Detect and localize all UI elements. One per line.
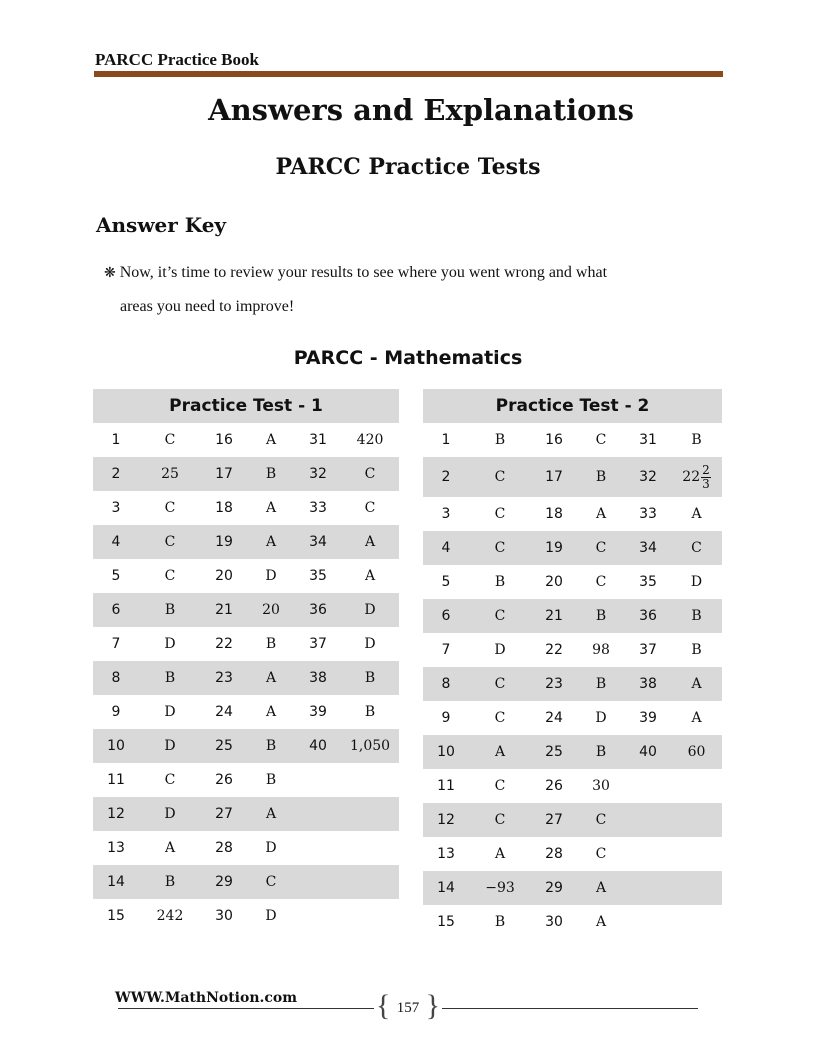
answer-cell: C <box>164 772 176 788</box>
question-number-cell: 4 <box>423 531 469 565</box>
answer-cell <box>671 837 722 871</box>
right-brace-icon: } <box>425 989 440 1022</box>
answer-cell <box>671 769 722 803</box>
question-number-cell: 1 <box>111 432 121 448</box>
answer-cell <box>341 831 399 865</box>
question-number-cell: 1 <box>441 432 451 448</box>
question-number-cell: 24 <box>215 704 233 720</box>
question-number-cell: 35 <box>639 574 657 590</box>
question-number-cell: 19 <box>201 525 247 559</box>
table-row <box>423 735 722 769</box>
answer-cell <box>341 797 399 831</box>
question-number-cell <box>295 899 341 933</box>
answer-cell: −93 <box>469 871 531 905</box>
answer-cell: B <box>139 593 201 627</box>
table-row <box>93 423 399 457</box>
question-number-cell: 31 <box>309 432 327 448</box>
footer-website: WWW.MathNotion.com <box>115 990 298 1006</box>
question-number-cell: 9 <box>111 704 121 720</box>
answer-cell: B <box>577 735 625 769</box>
answer-cell: C <box>469 667 531 701</box>
answer-cell: 25 <box>139 457 201 491</box>
question-number-cell <box>625 905 671 939</box>
question-number-cell: 36 <box>295 593 341 627</box>
question-number-cell: 14 <box>93 865 139 899</box>
answer-cell: D <box>139 729 201 763</box>
answer-cell: C <box>595 574 607 590</box>
question-number-cell: 40 <box>625 735 671 769</box>
answer-cell: B <box>577 667 625 701</box>
answer-cell: A <box>595 506 607 522</box>
question-number-cell: 16 <box>215 432 233 448</box>
answer-cell: C <box>164 432 176 448</box>
answer-cell: D <box>139 797 201 831</box>
answer-cell: D <box>364 636 376 652</box>
answer-cell: A <box>595 914 607 930</box>
question-number-cell: 2 <box>93 457 139 491</box>
question-number-cell: 22 <box>545 642 563 658</box>
answer-cell: A <box>341 525 399 559</box>
answer-cell: A <box>364 568 376 584</box>
question-number-cell: 18 <box>545 506 563 522</box>
page-title: Answers and Explanations <box>208 93 634 127</box>
answer-cell: B <box>577 599 625 633</box>
question-number-cell: 34 <box>295 525 341 559</box>
question-number-cell: 30 <box>545 914 563 930</box>
table-row <box>423 701 722 735</box>
answer-cell: A <box>691 506 702 522</box>
table-row <box>93 729 399 763</box>
question-number-cell: 8 <box>93 661 139 695</box>
table-row <box>423 497 722 531</box>
footer-rule-left <box>118 1008 374 1009</box>
table-row <box>93 831 399 865</box>
question-number-cell: 20 <box>545 574 563 590</box>
asterisk-bullet-icon: ❋ <box>104 266 116 281</box>
answer-cell: A <box>247 797 295 831</box>
question-number-cell: 39 <box>639 710 657 726</box>
intro-line-1: Now, it’s time to review your results to see where you went wrong and what <box>119 264 608 281</box>
answer-cell: C <box>577 531 625 565</box>
answer-cell: C <box>364 500 376 516</box>
table-row <box>93 457 399 491</box>
answer-cell: A <box>671 667 722 701</box>
question-number-cell: 3 <box>441 506 451 522</box>
question-number-cell: 3 <box>111 500 121 516</box>
table-row <box>423 457 722 497</box>
question-number-cell: 36 <box>625 599 671 633</box>
question-number-cell: 28 <box>545 846 563 862</box>
table-heading: Practice Test - 2 <box>423 389 722 423</box>
question-number-cell: 11 <box>107 772 125 788</box>
question-number-cell: 13 <box>437 846 455 862</box>
answer-cell: B <box>139 661 201 695</box>
table-row <box>93 593 399 627</box>
question-number-cell: 2 <box>423 457 469 497</box>
page-number-badge <box>376 989 440 1022</box>
answer-cell: A <box>469 735 531 769</box>
table-row <box>93 695 399 729</box>
answer-cell: B <box>364 704 376 720</box>
question-number-cell: 10 <box>423 735 469 769</box>
answer-cell: B <box>577 457 625 497</box>
table-row <box>423 531 722 565</box>
answer-cell: A <box>247 661 295 695</box>
question-number-cell: 23 <box>201 661 247 695</box>
question-number-cell: 37 <box>309 636 327 652</box>
table-row <box>93 797 399 831</box>
table-row <box>93 627 399 661</box>
question-number-cell: 5 <box>441 574 451 590</box>
question-number-cell: 21 <box>531 599 577 633</box>
question-number-cell: 17 <box>201 457 247 491</box>
answer-cell: B <box>671 599 722 633</box>
question-number-cell: 7 <box>111 636 121 652</box>
answer-cell: B <box>265 636 277 652</box>
answer-cell: D <box>265 908 277 924</box>
question-number-cell <box>295 865 341 899</box>
answer-cell: B <box>494 574 506 590</box>
table-row <box>423 905 722 939</box>
question-number-cell <box>625 769 671 803</box>
question-number-cell: 32 <box>295 457 341 491</box>
intro-line-2: areas you need to improve! <box>120 298 295 315</box>
answer-cell: B <box>265 772 277 788</box>
answer-cell: D <box>690 574 703 590</box>
table-row <box>93 491 399 525</box>
question-number-cell <box>625 837 671 871</box>
question-number-cell: 40 <box>295 729 341 763</box>
question-number-cell: 25 <box>201 729 247 763</box>
answer-cell: B <box>139 865 201 899</box>
table-row <box>423 423 722 457</box>
question-number-cell: 23 <box>531 667 577 701</box>
answer-cell: C <box>595 432 607 448</box>
answer-cell <box>671 871 722 905</box>
table-row <box>423 599 722 633</box>
answer-cell: B <box>691 432 702 448</box>
table-row <box>423 803 722 837</box>
answer-table-test-2 <box>423 389 722 939</box>
answer-cell: C <box>341 457 399 491</box>
answer-cell: B <box>341 661 399 695</box>
question-number-cell: 25 <box>531 735 577 769</box>
question-number-cell: 38 <box>625 667 671 701</box>
answer-cell: B <box>494 432 506 448</box>
page-number: 157 <box>396 1000 420 1016</box>
question-number-cell: 6 <box>423 599 469 633</box>
question-number-cell: 38 <box>295 661 341 695</box>
subject-title: PARCC - Mathematics <box>293 347 523 369</box>
question-number-cell <box>295 763 341 797</box>
answer-cell: C <box>494 778 506 794</box>
answer-cell <box>341 865 399 899</box>
footer-rule-right <box>442 1008 698 1009</box>
question-number-cell: 4 <box>93 525 139 559</box>
answer-cell: A <box>247 525 295 559</box>
question-number-cell <box>295 797 341 831</box>
question-number-cell: 20 <box>215 568 233 584</box>
question-number-cell: 29 <box>201 865 247 899</box>
answer-cell: C <box>671 531 722 565</box>
question-number-cell: 6 <box>93 593 139 627</box>
question-number-cell <box>295 831 341 865</box>
answer-cell <box>341 763 399 797</box>
question-number-cell: 30 <box>215 908 233 924</box>
question-number-cell: 5 <box>111 568 121 584</box>
answer-cell: C <box>595 846 607 862</box>
question-number-cell: 37 <box>639 642 657 658</box>
mixed-number-whole: 22 <box>682 469 701 485</box>
answer-cell <box>671 905 722 939</box>
table-row <box>93 763 399 797</box>
answer-cell <box>671 457 722 497</box>
mixed-number <box>682 464 710 491</box>
question-number-cell: 27 <box>531 803 577 837</box>
question-number-cell: 39 <box>309 704 327 720</box>
question-number-cell: 32 <box>625 457 671 497</box>
question-number-cell: 8 <box>423 667 469 701</box>
table-row <box>423 667 722 701</box>
answer-cell: D <box>164 636 176 652</box>
question-number-cell: 24 <box>545 710 563 726</box>
answer-cell: A <box>494 846 506 862</box>
answer-cell: C <box>164 500 176 516</box>
answer-cell: C <box>139 525 201 559</box>
question-number-cell: 7 <box>441 642 451 658</box>
answer-cell: D <box>265 568 277 584</box>
table-row <box>93 661 399 695</box>
answer-cell: C <box>469 531 531 565</box>
table-row <box>93 899 399 933</box>
question-number-cell: 17 <box>531 457 577 497</box>
table-row <box>93 865 399 899</box>
answer-cell: 20 <box>247 593 295 627</box>
answer-cell: B <box>494 914 506 930</box>
answer-cell: C <box>164 568 176 584</box>
answer-cell: D <box>494 642 506 658</box>
answer-cell: 420 <box>356 432 384 448</box>
answer-cell: C <box>577 803 625 837</box>
question-number-cell: 35 <box>309 568 327 584</box>
answer-cell: 242 <box>156 908 184 924</box>
question-number-cell: 16 <box>545 432 563 448</box>
question-number-cell: 22 <box>215 636 233 652</box>
mixed-number-denominator: 3 <box>702 476 710 491</box>
question-number-cell: 29 <box>531 871 577 905</box>
answer-cell: D <box>265 840 277 856</box>
intro-paragraph <box>104 256 724 323</box>
answer-cell: A <box>164 840 176 856</box>
answer-cell: A <box>265 500 277 516</box>
answer-cell: A <box>577 871 625 905</box>
question-number-cell <box>625 871 671 905</box>
answer-cell: A <box>265 704 277 720</box>
question-number-cell: 12 <box>93 797 139 831</box>
table-row <box>423 871 722 905</box>
question-number-cell: 31 <box>639 432 657 448</box>
answer-cell: C <box>494 506 506 522</box>
answer-cell: C <box>494 710 506 726</box>
question-number-cell: 26 <box>545 778 563 794</box>
question-number-cell: 33 <box>309 500 327 516</box>
question-number-cell: 28 <box>215 840 233 856</box>
question-number-cell: 12 <box>423 803 469 837</box>
answer-cell: A <box>265 432 277 448</box>
answer-cell: B <box>247 729 295 763</box>
answer-cell: 60 <box>671 735 722 769</box>
section-heading: Answer Key <box>96 213 227 237</box>
answer-cell: C <box>469 457 531 497</box>
question-number-cell: 26 <box>215 772 233 788</box>
answer-cell <box>341 899 399 933</box>
answer-cell <box>671 803 722 837</box>
answer-cell: D <box>341 593 399 627</box>
question-number-cell: 14 <box>423 871 469 905</box>
answer-table-test-1 <box>93 389 399 933</box>
question-number-cell: 27 <box>201 797 247 831</box>
header-rule <box>94 71 723 77</box>
answer-cell: D <box>595 710 607 726</box>
question-number-cell: 11 <box>437 778 455 794</box>
question-number-cell: 33 <box>639 506 657 522</box>
answer-cell: B <box>691 642 702 658</box>
table-row <box>423 633 722 667</box>
answer-cell: D <box>164 704 176 720</box>
question-number-cell: 10 <box>93 729 139 763</box>
question-number-cell <box>625 803 671 837</box>
question-number-cell: 19 <box>531 531 577 565</box>
table-row <box>93 525 399 559</box>
mixed-number-numerator: 2 <box>702 462 710 477</box>
answer-cell: B <box>247 457 295 491</box>
question-number-cell: 15 <box>107 908 125 924</box>
table-row <box>423 565 722 599</box>
page-subtitle: PARCC Practice Tests <box>275 154 541 180</box>
table-row <box>423 769 722 803</box>
left-brace-icon: { <box>376 989 391 1022</box>
question-number-cell: 9 <box>441 710 451 726</box>
question-number-cell: 18 <box>215 500 233 516</box>
answer-cell: 1,050 <box>341 729 399 763</box>
question-number-cell: 15 <box>437 914 455 930</box>
answer-cell: C <box>469 599 531 633</box>
answer-cell: A <box>691 710 702 726</box>
answer-cell: 98 <box>592 642 610 658</box>
answer-cell: C <box>247 865 295 899</box>
book-title: PARCC Practice Book <box>95 50 259 69</box>
answer-cell: C <box>469 803 531 837</box>
table-row <box>93 559 399 593</box>
question-number-cell: 13 <box>107 840 125 856</box>
table-row <box>423 837 722 871</box>
question-number-cell: 21 <box>201 593 247 627</box>
table-heading: Practice Test - 1 <box>93 389 399 423</box>
answer-cell: 30 <box>592 778 610 794</box>
question-number-cell: 34 <box>625 531 671 565</box>
